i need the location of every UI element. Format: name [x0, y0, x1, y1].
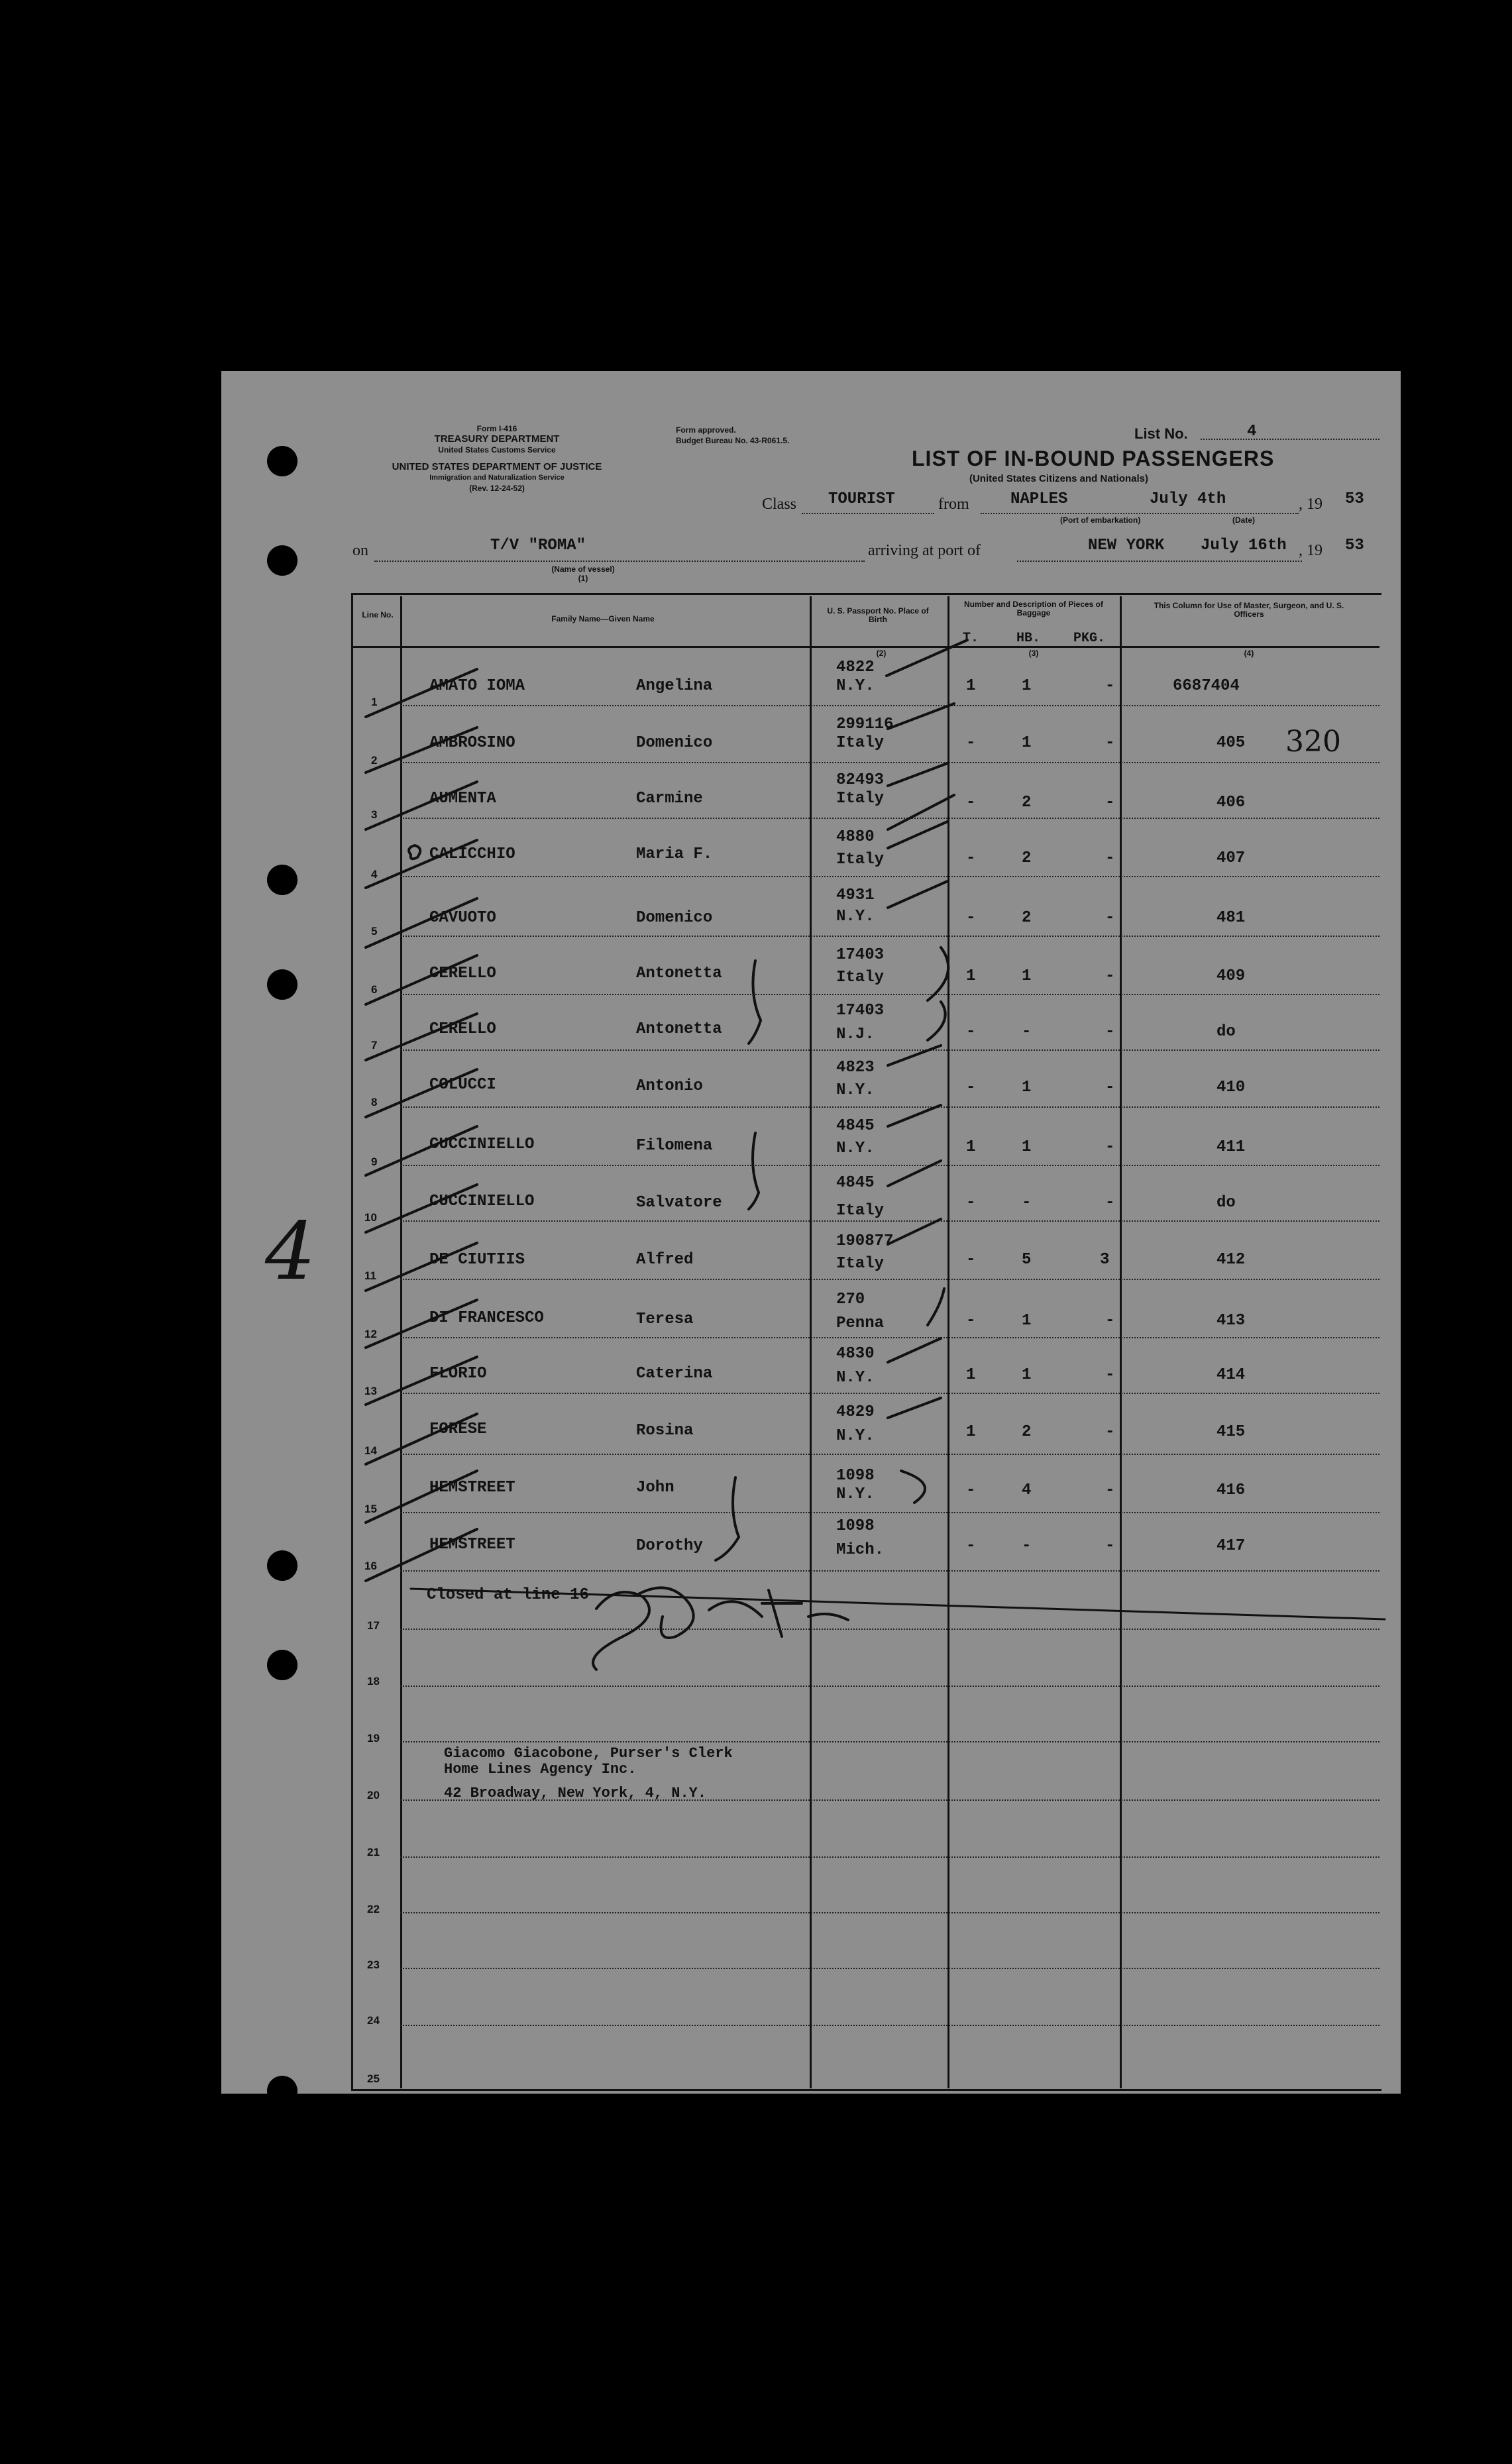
header-bag-t: T.: [963, 631, 979, 646]
bag-t: -: [966, 1481, 976, 1499]
passport-number: 4845: [836, 1117, 875, 1135]
place-of-birth: Italy: [836, 1255, 885, 1273]
given-name: Caterina: [636, 1365, 713, 1383]
vessel-caption: (Name of vessel): [551, 564, 615, 574]
bag-pkg: 3: [1100, 1251, 1110, 1269]
list-no-label: List No.: [1134, 425, 1188, 442]
bag-pkg: -: [1105, 849, 1115, 867]
form-revision: (Rev. 12-24-52): [469, 484, 525, 493]
passport-number: 270: [836, 1291, 865, 1309]
line-number: 9: [371, 1155, 378, 1168]
bag-hb: -: [1022, 1537, 1032, 1555]
line-number: 10: [364, 1211, 377, 1224]
budget-bureau: Budget Bureau No. 43-R061.5.: [676, 436, 790, 445]
family-name: CAVUOTO: [429, 909, 496, 927]
passport-number: 82493: [836, 771, 885, 789]
bag-pkg: -: [1105, 1423, 1115, 1441]
officer-entry: 414: [1216, 1366, 1246, 1384]
given-name: Carmine: [636, 790, 703, 808]
header-passport-num: (2): [876, 649, 887, 658]
bag-hb: 1: [1022, 1312, 1032, 1330]
form-approved: Form approved.: [676, 425, 736, 435]
line-number: 14: [364, 1444, 377, 1457]
family-name: DE CIUTIIS: [429, 1251, 525, 1269]
header-bag-hb: HB.: [1016, 631, 1041, 646]
family-name: FORESE: [429, 1420, 487, 1438]
line-number: 24: [367, 2014, 380, 2027]
bag-t: 1: [966, 1138, 976, 1156]
family-name: COLUCCI: [429, 1076, 496, 1094]
officer-entry: 406: [1216, 794, 1246, 812]
officer-entry: 413: [1216, 1312, 1246, 1330]
family-name: CUCCINIELLO: [429, 1193, 535, 1210]
given-name: Dorothy: [636, 1537, 703, 1555]
from-port: NAPLES: [1010, 490, 1068, 508]
place-of-birth: Penna: [836, 1314, 885, 1332]
given-name: John: [636, 1479, 675, 1497]
officer-entry: 417: [1216, 1537, 1246, 1555]
family-name: AUMENTA: [429, 790, 496, 808]
line-number: 11: [364, 1269, 376, 1282]
line-number: 18: [367, 1675, 380, 1687]
family-name: HEMSTREET: [429, 1479, 515, 1497]
ins-service: Immigration and Naturalization Service: [429, 474, 565, 482]
line-number: 15: [364, 1503, 377, 1515]
place-of-birth: Italy: [836, 851, 885, 869]
family-name: FLORIO: [429, 1365, 487, 1383]
officer-entry: 415: [1216, 1423, 1246, 1441]
line-number: 13: [364, 1385, 377, 1397]
line-number: 6: [371, 983, 378, 996]
family-name: CERELLO: [429, 1020, 496, 1038]
passport-number: 17403: [836, 946, 885, 964]
bag-pkg: -: [1105, 1366, 1115, 1384]
bag-t: -: [966, 1194, 976, 1212]
arrival-port: NEW YORK: [1088, 537, 1165, 555]
justice-dept: UNITED STATES DEPARTMENT OF JUSTICE: [392, 461, 602, 472]
class-value: TOURIST: [828, 490, 895, 508]
given-name: Teresa: [636, 1311, 694, 1328]
form-number: Form I-416: [476, 424, 517, 433]
place-of-birth: Italy: [836, 1202, 885, 1220]
line-number: 21: [367, 1846, 380, 1858]
header-officers-num: (4): [1244, 649, 1254, 658]
bag-pkg: -: [1105, 1194, 1115, 1212]
officer-entry: 412: [1216, 1251, 1246, 1269]
given-name: Antonetta: [636, 965, 722, 983]
vessel-col-num: (1): [578, 574, 588, 583]
line-number: 4: [371, 868, 378, 881]
date-caption: (Date): [1232, 515, 1256, 525]
line-number: 19: [367, 1732, 380, 1744]
bag-hb: 1: [1022, 1079, 1032, 1097]
closed-at-line: Closed at line 16: [427, 1586, 589, 1604]
bag-hb: 2: [1022, 1423, 1032, 1441]
bag-hb: 5: [1022, 1251, 1032, 1269]
from-label: from: [938, 496, 969, 513]
bag-pkg: -: [1105, 1138, 1115, 1156]
line-number: 20: [367, 1789, 380, 1801]
purser-name: Giacomo Giacobone, Purser's Clerk: [444, 1745, 733, 1762]
bag-pkg: -: [1105, 909, 1115, 927]
bag-pkg: -: [1105, 1481, 1115, 1499]
bag-t: -: [966, 1023, 976, 1041]
given-name: Domenico: [636, 909, 713, 927]
port-embark-caption: (Port of embarkation): [1060, 515, 1141, 525]
line-number: 12: [364, 1328, 377, 1340]
family-name: AMBROSINO: [429, 734, 515, 752]
passport-number: 190877: [836, 1232, 894, 1250]
bag-pkg: -: [1105, 1079, 1115, 1097]
bag-pkg: -: [1105, 734, 1115, 752]
arrival-year: 53: [1345, 537, 1364, 555]
officer-entry: do: [1216, 1023, 1236, 1041]
bag-hb: 1: [1022, 1366, 1032, 1384]
place-of-birth: N.Y.: [836, 908, 875, 926]
passport-number: 4845: [836, 1174, 875, 1192]
officer-entry: 6687404: [1173, 677, 1240, 695]
purser-address: 42 Broadway, New York, 4, N.Y.: [444, 1785, 707, 1801]
officer-entry: 410: [1216, 1079, 1246, 1097]
place-of-birth: Mich.: [836, 1541, 885, 1559]
place-of-birth: Italy: [836, 790, 885, 808]
bag-t: 1: [966, 1366, 976, 1384]
place-of-birth: Italy: [836, 734, 885, 752]
bag-t: 1: [966, 677, 976, 695]
place-of-birth: N.Y.: [836, 1427, 875, 1445]
given-name: Maria F.: [636, 845, 713, 863]
bag-t: 1: [966, 1423, 976, 1441]
family-name: CALICCHIO: [429, 845, 515, 863]
line-number: 17: [367, 1619, 380, 1632]
year-prefix: , 19: [1299, 542, 1323, 559]
line-number: 16: [364, 1560, 377, 1572]
place-of-birth: Italy: [836, 969, 885, 987]
given-name: Antonio: [636, 1077, 703, 1095]
bag-t: -: [966, 734, 976, 752]
bag-hb: 1: [1022, 734, 1032, 752]
arriving-label: arriving at port of: [868, 542, 981, 559]
line-number: 2: [371, 754, 378, 767]
bag-pkg: -: [1105, 1023, 1115, 1041]
bag-hb: 2: [1022, 909, 1032, 927]
class-label: Class: [762, 496, 797, 513]
officer-entry: do: [1216, 1194, 1236, 1212]
line-number: 23: [367, 1958, 380, 1971]
header-baggage-num: (3): [1028, 649, 1039, 658]
family-name: AMATO IOMA: [429, 677, 525, 695]
bag-pkg: -: [1105, 677, 1115, 695]
place-of-birth: N.Y.: [836, 1485, 875, 1503]
bag-pkg: -: [1105, 967, 1115, 985]
bag-t: -: [966, 849, 976, 867]
family-name: CUCCINIELLO: [429, 1136, 535, 1153]
line-number: 25: [367, 2072, 380, 2085]
officer-entry: 405: [1216, 734, 1246, 752]
given-name: Salvatore: [636, 1194, 722, 1212]
given-name: Angelina: [636, 677, 713, 695]
bag-hb: 1: [1022, 677, 1032, 695]
header-bag-pkg: PKG.: [1073, 631, 1106, 646]
given-name: Antonetta: [636, 1020, 722, 1038]
place-of-birth: N.Y.: [836, 677, 875, 695]
header-line-no: Line No.: [362, 610, 394, 619]
bag-t: -: [966, 909, 976, 927]
family-name: DI FRANCESCO: [429, 1309, 544, 1327]
purser-agency: Home Lines Agency Inc.: [444, 1761, 637, 1778]
list-no-value: 4: [1247, 423, 1257, 441]
passport-number: 4931: [836, 886, 875, 904]
page-title: LIST OF IN-BOUND PASSENGERS: [912, 447, 1275, 470]
officer-entry: 481: [1216, 909, 1246, 927]
place-of-birth: N.Y.: [836, 1140, 875, 1157]
line-number: 3: [371, 808, 378, 821]
bag-t: -: [966, 794, 976, 812]
header-name: Family Name—Given Name: [551, 614, 655, 623]
bag-hb: 1: [1022, 1138, 1032, 1156]
line-number: 1: [371, 696, 378, 708]
passport-number: 4829: [836, 1403, 875, 1421]
passport-number: 4880: [836, 828, 875, 846]
treasury-dept: TREASURY DEPARTMENT: [434, 433, 560, 445]
bag-t: -: [966, 1312, 976, 1330]
margin-number: 4: [265, 1206, 316, 1298]
bag-hb: -: [1022, 1194, 1032, 1212]
place-of-birth: N.Y.: [836, 1081, 875, 1099]
bag-hb: 1: [1022, 967, 1032, 985]
given-name: Alfred: [636, 1251, 694, 1269]
line-number: 8: [371, 1096, 378, 1108]
passport-number: 4823: [836, 1059, 875, 1077]
bag-t: -: [966, 1079, 976, 1097]
embark-date: July 4th: [1150, 490, 1226, 508]
arrival-date: July 16th: [1201, 537, 1287, 555]
officer-entry: 407: [1216, 849, 1246, 867]
passport-number: 4830: [836, 1345, 875, 1363]
bag-hb: -: [1022, 1023, 1032, 1041]
officer-entry: 409: [1216, 967, 1246, 985]
bag-hb: 4: [1022, 1481, 1032, 1499]
embark-year: 53: [1345, 490, 1364, 508]
given-name: Domenico: [636, 734, 713, 752]
place-of-birth: N.Y.: [836, 1369, 875, 1387]
bag-t: -: [966, 1251, 976, 1269]
passport-number: 1098: [836, 1517, 875, 1535]
officer-entry: 416: [1216, 1481, 1246, 1499]
given-name: Filomena: [636, 1137, 713, 1155]
given-name: Rosina: [636, 1422, 694, 1440]
page-subtitle: (United States Citizens and Nationals): [969, 473, 1149, 484]
passport-number: 4822: [836, 659, 875, 676]
bag-hb: 2: [1022, 794, 1032, 812]
family-name: HEMSTREET: [429, 1536, 515, 1554]
customs-service: United States Customs Service: [438, 445, 556, 455]
bag-pkg: -: [1105, 794, 1115, 812]
bag-hb: 2: [1022, 849, 1032, 867]
bag-pkg: -: [1105, 1312, 1115, 1330]
on-label: on: [352, 542, 368, 559]
passport-number: 1098: [836, 1467, 875, 1485]
family-name: CERELLO: [429, 965, 496, 983]
bag-pkg: -: [1105, 1537, 1115, 1555]
header-passport: U. S. Passport No. Place of Birth: [827, 606, 929, 624]
header-baggage: Number and Description of Pieces of Baggage: [963, 600, 1104, 617]
officer-entry: 411: [1216, 1138, 1246, 1156]
year-prefix: , 19: [1299, 496, 1323, 513]
line-number: 5: [371, 925, 378, 937]
place-of-birth: N.J.: [836, 1026, 875, 1044]
passport-number: 17403: [836, 1002, 885, 1020]
line-number: 7: [371, 1039, 378, 1051]
bag-t: 1: [966, 967, 976, 985]
passport-number: 299116: [836, 716, 894, 733]
bag-t: -: [966, 1537, 976, 1555]
vessel-name: T/V "ROMA": [490, 537, 586, 555]
handwritten-note: 320: [1285, 725, 1341, 759]
header-officers: This Column for Use of Master, Surgeon, and U. S. Officers: [1154, 601, 1344, 619]
line-number: 22: [367, 1903, 380, 1915]
